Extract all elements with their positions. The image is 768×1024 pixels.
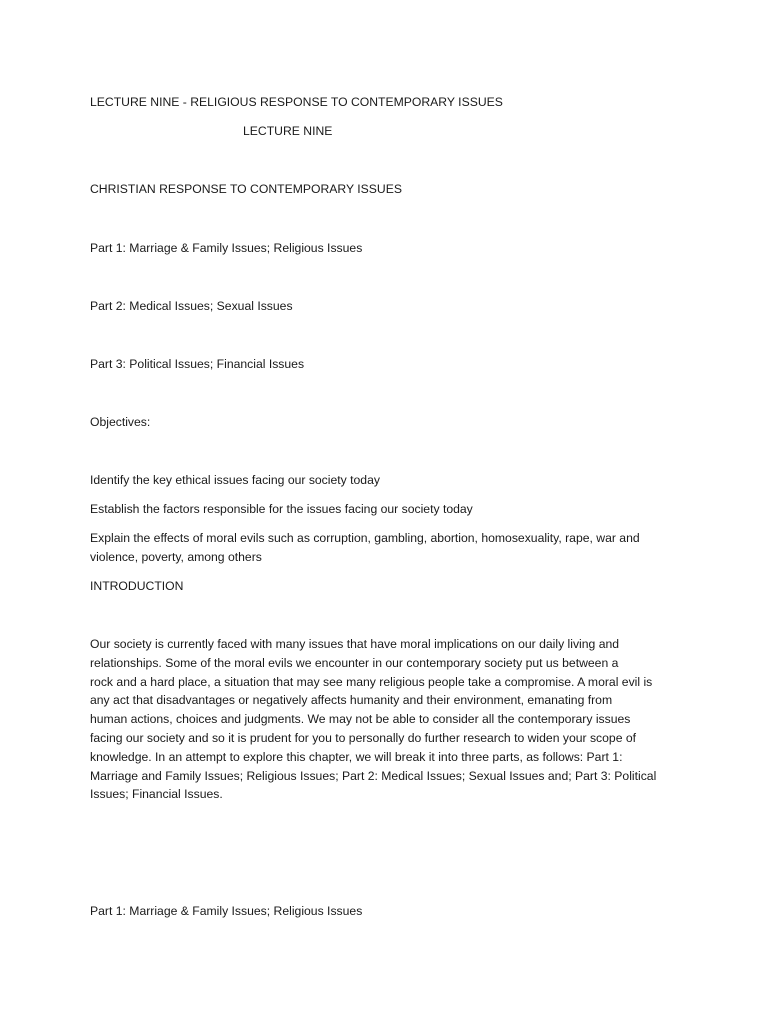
document-header-title: LECTURE NINE - RELIGIOUS RESPONSE TO CONTEMPORARY ISSUES [90, 95, 503, 109]
subtitle-heading: CHRISTIAN RESPONSE TO CONTEMPORARY ISSUES [90, 182, 402, 196]
objective-item-1: Identify the key ethical issues facing our society today [90, 473, 380, 487]
introduction-line: Marriage and Family Issues; Religious Issues; Part 2: Medical Issues; Sexual Issues and; Part 3: Political [90, 768, 657, 783]
introduction-line: any act that disadvantages or negatively affects humanity and their environment, emanating from [90, 693, 613, 708]
centered-title: LECTURE NINE [243, 124, 333, 138]
objective-item-3: Explain the effects of moral evils such as corruption, gambling, abortion, homosexuality, rape, war and violence, poverty, among others [90, 531, 640, 564]
objective-item-2: Establish the factors responsible for the issues facing our society today [90, 502, 473, 516]
introduction-line: human actions, choices and judgments. We may not be able to consider all the contemporary issues [90, 712, 631, 727]
introduction-line: knowledge. In an attempt to explore this chapter, we will break it into three parts, as follows: Part 1: [90, 749, 623, 764]
part-2-line: Part 2: Medical Issues; Sexual Issues [90, 299, 293, 313]
introduction-line: Our society is currently faced with many issues that have moral implications on our daily living and [90, 637, 620, 651]
objectives-heading: Objectives: [90, 415, 151, 429]
introduction-line: relationships. Some of the moral evils we encounter in our contemporary society put us between a [90, 655, 619, 670]
introduction-heading: INTRODUCTION [90, 579, 184, 593]
introduction-paragraph [90, 635, 682, 804]
introduction-line: facing our society and so it is prudent for you to personally do further research to widen your scope of [90, 730, 637, 745]
section-heading-part-1: Part 1: Marriage & Family Issues; Religious Issues [90, 904, 363, 918]
introduction-line: Issues; Financial Issues. [90, 787, 223, 802]
part-1-line: Part 1: Marriage & Family Issues; Religious Issues [90, 241, 363, 255]
introduction-line: rock and a hard place, a situation that may see many religious people take a compromise. A moral evil is [90, 674, 653, 689]
part-3-line: Part 3: Political Issues; Financial Issues [90, 357, 305, 371]
